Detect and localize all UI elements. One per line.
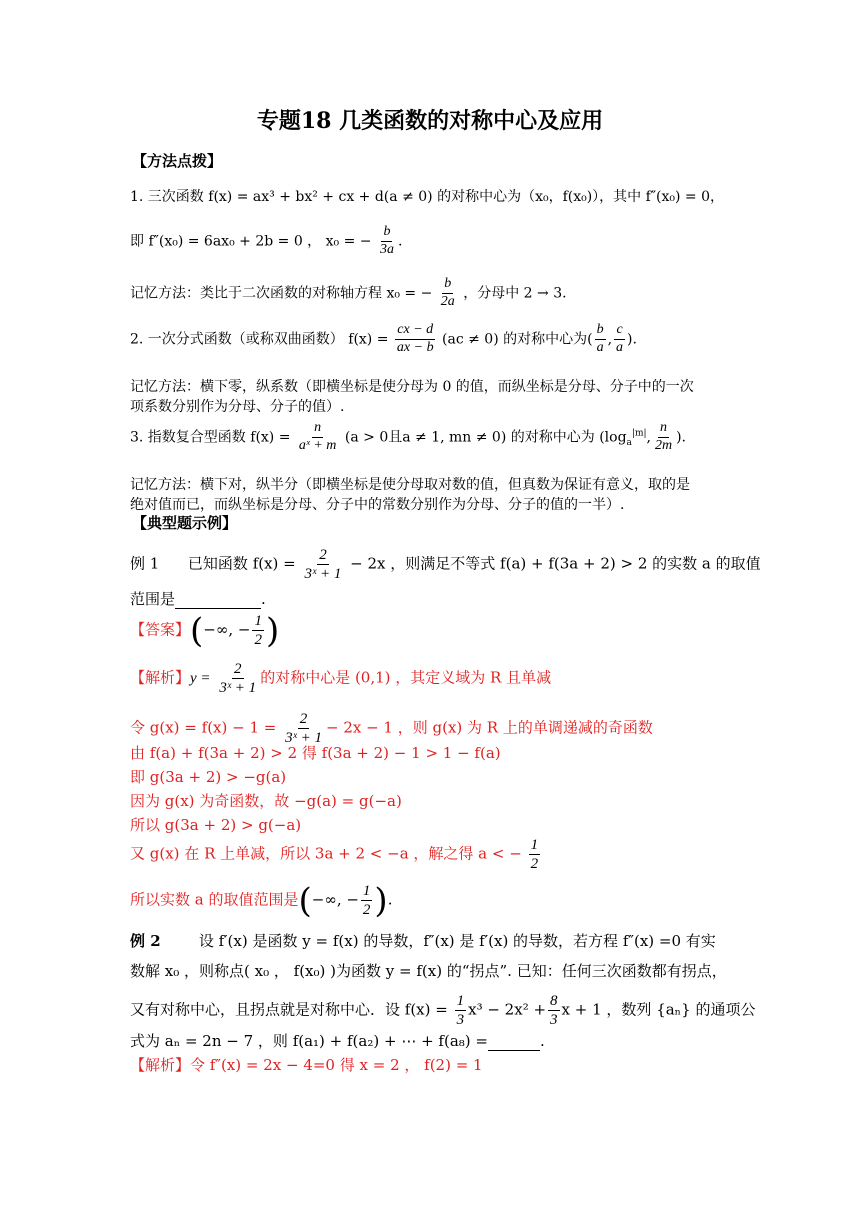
center-x-fraction [595, 322, 606, 357]
solution-7-fraction [529, 836, 541, 873]
example-2-fraction-2 [548, 992, 560, 1029]
solution-line-8: 所以实数 a 的取值范围是(−∞, − $\frac{1}{2}$ ). [130, 880, 393, 921]
example-2-label: 例 2 [130, 932, 161, 950]
section-method-heading: 【方法点拨】 [132, 152, 223, 170]
example-2-line-3-tail: x + 1 ，数列 {aₙ} 的通项公 [561, 1000, 756, 1019]
solution-8-period: . [387, 890, 393, 909]
example-2-f2-denominator: 3 [550, 1012, 558, 1028]
example-1-question [130, 546, 761, 583]
exp-numerator: n [312, 420, 323, 438]
axis-numerator: b [442, 276, 453, 294]
answer-fraction [252, 612, 264, 649]
solution-line-3: 由 f(a) + f(3a + 2) > 2 得 f(3a + 2) − 1 > 1 − f(a) [130, 744, 501, 762]
solution-7-denominator: 2 [530, 856, 539, 872]
center-y-fraction [614, 322, 625, 357]
example-2-line-4-period: . [539, 1032, 545, 1050]
method-3-line: 3. 指数复合型函数 f(x) = $\frac{n}{\text{aˣ + m}}$ (a > 0且a ≠ 1, mn ≠ 0) 的对称中心为 ($\log_a^{|m|}$, $\frac{n}{2m}$ ). [130, 420, 687, 453]
rational-numerator: cx − d [395, 322, 435, 340]
exp-denominator: aˣ + m [298, 437, 337, 453]
method-2-memo-line-1: 记忆方法：横下零，纵系数（即横坐标是使分母为 0 的值，而纵坐标是分母、分子中的一次 [130, 379, 694, 395]
method-1-memo-line [130, 276, 567, 311]
solution-2-lead: 令 g(x) = f(x) − 1 = [130, 718, 277, 737]
x0-denominator: 3a [379, 241, 394, 257]
answer-value: −∞, − [203, 620, 251, 639]
log-argument: |m| [631, 428, 647, 439]
method-3-tail: ). [676, 429, 687, 446]
solution-line-6: 所以 g(3a + 2) > g(−a) [130, 816, 302, 834]
solution-line-1 [130, 660, 551, 697]
answer-denominator: 2 [254, 632, 262, 648]
solution-line-7 [130, 836, 542, 873]
solution-2-tail: − 2x − 1 ，则 g(x) 为 R 上的单调递减的奇函数 [325, 718, 653, 737]
solution-8-numerator: 1 [362, 883, 371, 899]
example-2-line-3 [130, 992, 755, 1029]
method-1-memo-tail: ，分母中 2 → 3. [463, 285, 567, 302]
example-2-fraction-1 [455, 992, 467, 1029]
page-title: 专题18 几类函数的对称中心及应用 [256, 108, 604, 134]
x0-fraction [378, 224, 396, 259]
method-3-memo-line-2: 绝对值而已，而纵坐标是分母、分子中的常数分别作为分母、分子的值的一半）. [130, 497, 625, 513]
rational-denominator: ax − b [396, 339, 434, 355]
example-2-solution-label: 【解析】 [130, 1056, 191, 1074]
example-2-line-4-text: 式为 aₙ = 2n − 7 ，则 f(a₁) + f(a₂) + ⋯ + f(a₈) = [130, 1032, 488, 1050]
example-1-answer-line: 【答案】(−∞, − $\frac{1}{2}$ ) [130, 610, 280, 651]
solution-label: 【解析】 [130, 668, 191, 687]
example-1-label: 例 1 [130, 554, 160, 573]
answer-blank [175, 590, 261, 609]
example-2-f1-denominator: 3 [456, 1012, 465, 1028]
method-3-mid: (a > 0且a ≠ 1, mn ≠ 0) 的对称中心为 (log [344, 429, 627, 446]
method-1-line: 1. 三次函数 f(x) = ax³ + bx² + cx + d(a ≠ 0) 的对称中心为（x₀，f(x₀)），其中 f″(x₀) = 0， [130, 189, 725, 205]
method-2-line: 2. 一次分式函数（或称双曲函数） f(x) = $\frac{cx - d}{ax - b}$ (ac ≠ 0) 的对称中心为( $\frac{b}{a}$ , $\frac{c}{a}$ ). [130, 322, 637, 355]
solution-7-numerator: 1 [530, 837, 539, 853]
exp-center-y-denominator: 2m [654, 437, 673, 453]
example-2-solution [130, 1054, 483, 1075]
example-1-question-tail: − 2x ，则满足不等式 f(a) + f(3a + 2) > 2 的实数 a 的取值 [350, 554, 761, 573]
center-y-numerator: c [614, 322, 624, 340]
exp-fraction [297, 420, 339, 455]
x0-numerator: b [381, 224, 392, 242]
rational-fraction [395, 322, 436, 357]
example-2-line-1-text: 设 f′(x) 是函数 y = f(x) 的导数，f″(x) 是 f′(x) 的导数，若方程 f″(x) =0 有实 [198, 932, 716, 950]
exp-center-y-numerator: n [658, 420, 669, 438]
example-1-question-text: 已知函数 f(x) = [187, 554, 296, 573]
solution-8-fraction [361, 882, 373, 919]
answer-numerator: 1 [254, 613, 262, 629]
method-2-tail: ). [627, 331, 637, 348]
range-prompt: 范围是 [130, 590, 176, 608]
example-2-line-3-mid: x³ − 2x² + [468, 1000, 547, 1019]
solution-1-fraction [217, 660, 258, 697]
solution-8-denominator: 2 [362, 902, 371, 918]
axis-denominator: 2a [440, 293, 455, 309]
range-prompt-period: . [261, 590, 266, 608]
solution-1-tail: 的对称中心是 (0,1) ，其定义域为 R 且单减 [260, 668, 552, 687]
example-1-range-line [130, 588, 266, 609]
solution-7-lead: 又 g(x) 在 R 上单减，所以 3a + 2 < −a ，解之得 a < − [130, 844, 522, 863]
solution-line-4: 即 g(3a + 2) > −g(a) [130, 768, 287, 786]
solution-1-lead: y = [190, 670, 211, 687]
example-2-line-4 [130, 1030, 545, 1051]
solution-2-denominator: 3ˣ + 1 [285, 730, 322, 746]
solution-line-5: 因为 g(x) 为奇函数，故 −g(a) = g(−a) [130, 792, 402, 810]
example-2-line-2: 数解 x₀ ，则称点( x₀ ， f(x₀) )为函数 y = f(x) 的“拐点”. 已知：任何三次函数都有拐点， [130, 962, 727, 980]
section-examples-heading: 【典型题示例】 [132, 514, 238, 532]
example-1-denominator: 3ˣ + 1 [304, 566, 342, 582]
solution-8-lead: 所以实数 a 的取值范围是 [130, 890, 299, 909]
method-2-memo-line-2: 项系数分别作为分母、分子的值）. [130, 399, 345, 415]
method-1-memo-text: 记忆方法：类比于二次函数的对称轴方程 x₀ = − [130, 285, 433, 302]
method-2-mid: (ac ≠ 0) 的对称中心为( [442, 331, 593, 348]
solution-1-denominator: 3ˣ + 1 [219, 680, 257, 696]
example-1-numerator: 2 [319, 547, 327, 563]
example-2-answer-blank [488, 1032, 540, 1051]
method-1-derivative-text: 即 f″(x₀) = 6ax₀ + 2b = 0 ， x₀ = − [130, 233, 372, 250]
method-3-memo-line-1: 记忆方法：横下对，纵半分（即横坐标是使分母取对数的值，但真数为保证有意义，取的是 [130, 477, 690, 493]
method-2-text: 2. 一次分式函数（或称双曲函数） f(x) = [130, 331, 389, 348]
example-2-line-1 [130, 930, 716, 951]
log-base: a [626, 438, 632, 449]
example-2-f1-numerator: 1 [456, 993, 465, 1009]
example-2-solution-text: 令 f″(x) = 2x − 4=0 得 x = 2 ， f(2) = 1 [190, 1056, 483, 1074]
example-1-fraction [303, 546, 344, 583]
solution-8-value: −∞, − [311, 890, 359, 909]
method-1-derivative-line: 即 f″(x₀) = 6ax₀ + 2b = 0 ， x₀ = − $\frac{b}{3a}$ . [130, 224, 403, 257]
solution-2-numerator: 2 [299, 711, 308, 727]
axis-fraction [439, 276, 457, 311]
exp-center-y-fraction [653, 420, 674, 455]
answer-label: 【答案】 [130, 620, 191, 639]
example-2-f2-numerator: 8 [550, 993, 558, 1009]
center-x-numerator: b [595, 322, 606, 340]
method-3-text: 3. 指数复合型函数 f(x) = [130, 429, 291, 446]
center-y-denominator: a [616, 339, 624, 355]
center-x-denominator: a [596, 339, 604, 355]
example-2-line-3-lead: 又有对称中心，且拐点就是对称中心．设 f(x) = [130, 1000, 448, 1019]
solution-1-numerator: 2 [234, 661, 242, 677]
